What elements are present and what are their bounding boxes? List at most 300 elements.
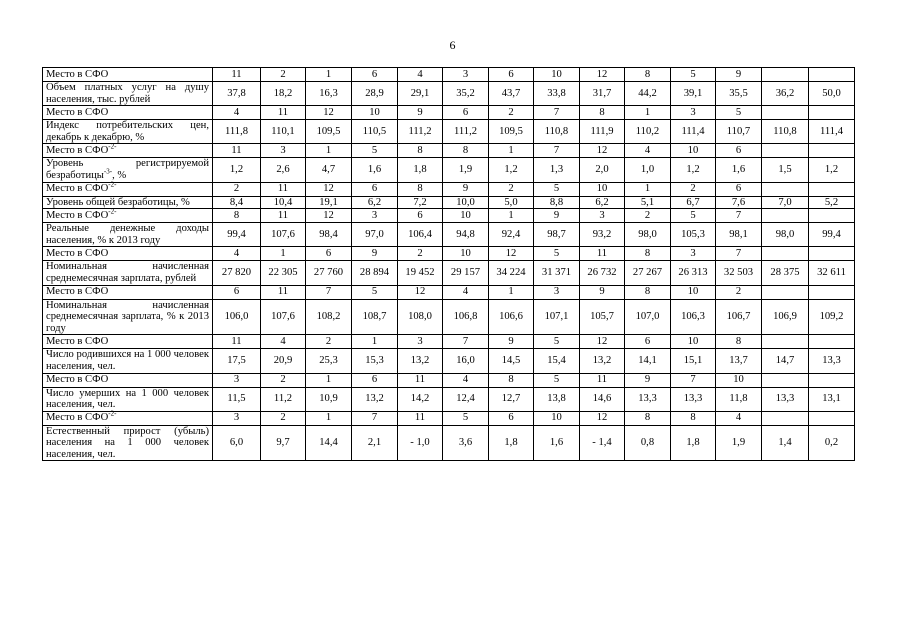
place-row <box>43 182 855 196</box>
value-cell: 4 <box>213 247 261 261</box>
value-cell: 7 <box>306 285 352 299</box>
value-cell <box>809 285 855 299</box>
place-label: Место в СФО <box>43 106 213 120</box>
value-cell: 2 <box>398 247 443 261</box>
footnote-marker: -2- <box>108 142 117 151</box>
value-cell: 3 <box>213 373 261 387</box>
value-cell: 11 <box>261 182 306 196</box>
value-cell: 3 <box>671 247 716 261</box>
value-cell: 111,9 <box>580 120 625 144</box>
value-cell: 3 <box>580 209 625 223</box>
value-cell <box>762 285 809 299</box>
value-cell: 4 <box>443 373 489 387</box>
value-cell: 105,3 <box>671 223 716 247</box>
value-cell: 1,6 <box>534 425 580 461</box>
value-cell: 5 <box>534 373 580 387</box>
value-cell: 14,2 <box>398 387 443 411</box>
value-cell: 27 820 <box>213 261 261 285</box>
value-cell: 10,9 <box>306 387 352 411</box>
value-cell: 6 <box>716 144 762 158</box>
value-cell: 1 <box>625 182 671 196</box>
value-cell: 98,0 <box>762 223 809 247</box>
value-cell: 108,0 <box>398 299 443 335</box>
value-cell: 12 <box>580 411 625 425</box>
value-cell: 7 <box>534 106 580 120</box>
place-row <box>43 209 855 223</box>
value-cell: 5,0 <box>489 196 534 209</box>
value-cell: 14,4 <box>306 425 352 461</box>
value-cell: 6 <box>352 182 398 196</box>
value-cell: - 1,0 <box>398 425 443 461</box>
value-cell: 98,0 <box>625 223 671 247</box>
value-cell: 1,0 <box>625 158 671 182</box>
place-label: Место в $СФО^{-2-}$ <box>43 144 213 158</box>
value-cell: 1 <box>306 144 352 158</box>
indicator-label: Номинальная начисленная среднемесячная зарплата, % к 2013 году <box>43 299 213 335</box>
value-cell: 13,3 <box>625 387 671 411</box>
value-cell: 2,6 <box>261 158 306 182</box>
value-cell: 12 <box>580 335 625 349</box>
value-cell: 6,7 <box>671 196 716 209</box>
value-cell: 11 <box>261 285 306 299</box>
value-cell: 108,2 <box>306 299 352 335</box>
place-row <box>43 68 855 82</box>
value-cell: 1,6 <box>716 158 762 182</box>
place-label: Место в СФО <box>43 68 213 82</box>
value-cell: 13,2 <box>352 387 398 411</box>
value-cell: 12 <box>306 182 352 196</box>
place-label: Место в $СФО^{-2-}$ <box>43 209 213 223</box>
table-body <box>43 68 855 461</box>
value-cell: 36,2 <box>762 82 809 106</box>
value-cell: 9,7 <box>261 425 306 461</box>
value-cell: 14,6 <box>580 387 625 411</box>
value-cell <box>762 209 809 223</box>
value-cell: 8,4 <box>213 196 261 209</box>
indicator-row <box>43 387 855 411</box>
value-cell: 2 <box>261 373 306 387</box>
value-cell: 1,5 <box>762 158 809 182</box>
value-cell: 97,0 <box>352 223 398 247</box>
value-cell: 12 <box>398 285 443 299</box>
value-cell: 5,1 <box>625 196 671 209</box>
indicator-row <box>43 261 855 285</box>
indicator-row <box>43 120 855 144</box>
indicator-label: Число умерших на 1 000 человек населения, чел. <box>43 387 213 411</box>
value-cell: 2 <box>213 182 261 196</box>
value-cell <box>762 144 809 158</box>
value-cell: 109,5 <box>306 120 352 144</box>
value-cell: 16,3 <box>306 82 352 106</box>
value-cell: 2,0 <box>580 158 625 182</box>
indicator-row <box>43 196 855 209</box>
value-cell: 37,8 <box>213 82 261 106</box>
value-cell: 7,2 <box>398 196 443 209</box>
value-cell: 25,3 <box>306 349 352 373</box>
value-cell: 1,9 <box>443 158 489 182</box>
value-cell: 18,2 <box>261 82 306 106</box>
value-cell: 5 <box>443 411 489 425</box>
value-cell: 13,3 <box>671 387 716 411</box>
value-cell: 12 <box>580 144 625 158</box>
value-cell <box>809 411 855 425</box>
value-cell: 106,0 <box>213 299 261 335</box>
value-cell: 11 <box>580 373 625 387</box>
place-label: Место в СФО <box>43 247 213 261</box>
value-cell: 10 <box>671 144 716 158</box>
value-cell: 107,1 <box>534 299 580 335</box>
value-cell: 32 503 <box>716 261 762 285</box>
indicator-row <box>43 349 855 373</box>
value-cell: 111,2 <box>443 120 489 144</box>
value-cell: 28,9 <box>352 82 398 106</box>
place-label: Место в СФО <box>43 373 213 387</box>
value-cell: 26 732 <box>580 261 625 285</box>
value-cell: 15,1 <box>671 349 716 373</box>
value-cell: 1,9 <box>716 425 762 461</box>
value-cell: 1 <box>261 247 306 261</box>
value-cell: 10 <box>671 335 716 349</box>
value-cell: 9 <box>534 209 580 223</box>
value-cell: 1,4 <box>762 425 809 461</box>
value-cell: 5 <box>352 144 398 158</box>
value-cell: 1 <box>489 209 534 223</box>
value-cell: 1,3 <box>534 158 580 182</box>
value-cell: 8,8 <box>534 196 580 209</box>
value-cell: 108,7 <box>352 299 398 335</box>
value-cell: 94,8 <box>443 223 489 247</box>
value-cell: 11 <box>213 144 261 158</box>
value-cell: 11,8 <box>716 387 762 411</box>
value-cell: 98,1 <box>716 223 762 247</box>
value-cell: 2 <box>625 209 671 223</box>
value-cell: 19 452 <box>398 261 443 285</box>
value-cell: 5 <box>671 209 716 223</box>
value-cell: 31 371 <box>534 261 580 285</box>
value-cell: 4,7 <box>306 158 352 182</box>
indicator-label: Реальные денежные доходы населения, % к 2013 году <box>43 223 213 247</box>
value-cell: 99,4 <box>213 223 261 247</box>
value-cell: 106,4 <box>398 223 443 247</box>
value-cell <box>762 106 809 120</box>
value-cell <box>762 373 809 387</box>
value-cell <box>809 182 855 196</box>
value-cell: 110,5 <box>352 120 398 144</box>
value-cell: 34 224 <box>489 261 534 285</box>
value-cell: 13,8 <box>534 387 580 411</box>
value-cell: 14,5 <box>489 349 534 373</box>
value-cell <box>762 247 809 261</box>
place-label: Место в $СФО^{-2-}$ <box>43 182 213 196</box>
value-cell: 13,2 <box>580 349 625 373</box>
indicator-row <box>43 425 855 461</box>
value-cell: 2 <box>671 182 716 196</box>
indicator-row <box>43 299 855 335</box>
value-cell: 6 <box>306 247 352 261</box>
value-cell: 9 <box>489 335 534 349</box>
value-cell: 1 <box>352 335 398 349</box>
value-cell: 8 <box>489 373 534 387</box>
value-cell: 1 <box>306 411 352 425</box>
value-cell: 8 <box>213 209 261 223</box>
value-cell: 1 <box>306 68 352 82</box>
value-cell: 1,8 <box>671 425 716 461</box>
value-cell: 93,2 <box>580 223 625 247</box>
value-cell: 11,5 <box>213 387 261 411</box>
indicator-label: Номинальная начисленная среднемесячная зарплата, рублей <box>43 261 213 285</box>
value-cell: 8 <box>398 182 443 196</box>
indicator-label: Число родившихся на 1 000 человек населения, чел. <box>43 349 213 373</box>
value-cell: 3 <box>352 209 398 223</box>
value-cell: 16,0 <box>443 349 489 373</box>
value-cell: 10 <box>534 411 580 425</box>
value-cell: 10 <box>443 247 489 261</box>
value-cell: 8 <box>625 247 671 261</box>
value-cell: 12 <box>580 68 625 82</box>
value-cell: 106,9 <box>762 299 809 335</box>
value-cell: 110,8 <box>762 120 809 144</box>
value-cell: 13,3 <box>809 349 855 373</box>
value-cell: 9 <box>625 373 671 387</box>
value-cell: 3 <box>398 335 443 349</box>
page-number: 6 <box>449 38 456 52</box>
value-cell: 8 <box>716 335 762 349</box>
value-cell: 1,2 <box>213 158 261 182</box>
value-cell: 9 <box>398 106 443 120</box>
value-cell: 1,2 <box>489 158 534 182</box>
value-cell: 98,7 <box>534 223 580 247</box>
value-cell: 5 <box>534 247 580 261</box>
place-row <box>43 335 855 349</box>
value-cell: 8 <box>625 411 671 425</box>
value-cell: 107,6 <box>261 299 306 335</box>
value-cell: 15,4 <box>534 349 580 373</box>
value-cell: 8 <box>398 144 443 158</box>
value-cell: 2 <box>489 182 534 196</box>
value-cell: 3,6 <box>443 425 489 461</box>
place-row <box>43 106 855 120</box>
value-cell: 1,2 <box>809 158 855 182</box>
value-cell: 50,0 <box>809 82 855 106</box>
value-cell: 106,8 <box>443 299 489 335</box>
value-cell: 12,4 <box>443 387 489 411</box>
value-cell <box>809 68 855 82</box>
value-cell: 109,5 <box>489 120 534 144</box>
value-cell <box>809 247 855 261</box>
value-cell: 5 <box>671 68 716 82</box>
value-cell: 7 <box>716 209 762 223</box>
value-cell: 8 <box>625 285 671 299</box>
place-row <box>43 373 855 387</box>
value-cell: 28 894 <box>352 261 398 285</box>
value-cell: 4 <box>398 68 443 82</box>
value-cell: 9 <box>443 182 489 196</box>
value-cell: 43,7 <box>489 82 534 106</box>
value-cell: 12 <box>306 209 352 223</box>
value-cell: 6,0 <box>213 425 261 461</box>
value-cell: 12 <box>306 106 352 120</box>
value-cell <box>809 209 855 223</box>
value-cell: 11 <box>213 68 261 82</box>
value-cell: 106,7 <box>716 299 762 335</box>
value-cell: 5 <box>352 285 398 299</box>
value-cell: 10,4 <box>261 196 306 209</box>
indicator-label: Естественный прирост (убыль) населения на 1 000 человек населения, чел. <box>43 425 213 461</box>
value-cell: 109,2 <box>809 299 855 335</box>
value-cell: 6 <box>352 68 398 82</box>
indicator-row <box>43 82 855 106</box>
value-cell: 10 <box>671 285 716 299</box>
value-cell: 6 <box>352 373 398 387</box>
value-cell: 3 <box>261 144 306 158</box>
value-cell: 1 <box>489 285 534 299</box>
value-cell: 13,3 <box>762 387 809 411</box>
place-row <box>43 411 855 425</box>
value-cell: 107,0 <box>625 299 671 335</box>
value-cell: 11 <box>398 373 443 387</box>
place-row <box>43 285 855 299</box>
indicator-label: Уровень регистрируемой безработицы$^{-3-}$, % <box>43 158 213 182</box>
value-cell: 12,7 <box>489 387 534 411</box>
value-cell: 11,2 <box>261 387 306 411</box>
value-cell: 11 <box>580 247 625 261</box>
footnote-marker: -2- <box>108 207 117 216</box>
value-cell: 0,2 <box>809 425 855 461</box>
value-cell: 32 611 <box>809 261 855 285</box>
value-cell: 29 157 <box>443 261 489 285</box>
value-cell: 11 <box>213 335 261 349</box>
value-cell: 10 <box>716 373 762 387</box>
value-cell: 8 <box>625 68 671 82</box>
place-row <box>43 247 855 261</box>
value-cell: 28 375 <box>762 261 809 285</box>
footnote-marker: -2- <box>108 409 117 418</box>
value-cell: 9 <box>580 285 625 299</box>
value-cell: 6 <box>398 209 443 223</box>
value-cell <box>809 335 855 349</box>
value-cell <box>809 106 855 120</box>
footnote-marker: -2- <box>108 180 117 189</box>
value-cell: 92,4 <box>489 223 534 247</box>
value-cell: 29,1 <box>398 82 443 106</box>
value-cell: 6 <box>213 285 261 299</box>
value-cell: 14,1 <box>625 349 671 373</box>
value-cell: 11 <box>261 106 306 120</box>
value-cell: 106,6 <box>489 299 534 335</box>
value-cell: 15,3 <box>352 349 398 373</box>
value-cell: 35,5 <box>716 82 762 106</box>
value-cell: 39,1 <box>671 82 716 106</box>
value-cell: 7 <box>671 373 716 387</box>
value-cell: 1 <box>489 144 534 158</box>
value-cell: 111,4 <box>671 120 716 144</box>
place-label: Место в $СФО^{-2-}$ <box>43 411 213 425</box>
value-cell: 5 <box>534 182 580 196</box>
value-cell: 6 <box>489 68 534 82</box>
value-cell: 5 <box>716 106 762 120</box>
indicator-label: Уровень общей безработицы, % <box>43 196 213 209</box>
value-cell: 110,1 <box>261 120 306 144</box>
value-cell: 98,4 <box>306 223 352 247</box>
place-label: Место в СФО <box>43 285 213 299</box>
value-cell: 4 <box>213 106 261 120</box>
value-cell: 7 <box>352 411 398 425</box>
indicator-label: Индекс потребительских цен, декабрь к декабрю, % <box>43 120 213 144</box>
value-cell: 27 760 <box>306 261 352 285</box>
value-cell: 10 <box>534 68 580 82</box>
value-cell: 110,7 <box>716 120 762 144</box>
value-cell: 4 <box>625 144 671 158</box>
value-cell: 1 <box>306 373 352 387</box>
value-cell: 1,2 <box>671 158 716 182</box>
value-cell: 8 <box>443 144 489 158</box>
value-cell: 10,0 <box>443 196 489 209</box>
indicator-row <box>43 158 855 182</box>
indicator-row <box>43 223 855 247</box>
value-cell: 1,8 <box>398 158 443 182</box>
value-cell: 9 <box>716 68 762 82</box>
value-cell: 26 313 <box>671 261 716 285</box>
value-cell <box>762 68 809 82</box>
value-cell: 4 <box>443 285 489 299</box>
value-cell: 111,8 <box>213 120 261 144</box>
value-cell: 8 <box>580 106 625 120</box>
value-cell: 99,4 <box>809 223 855 247</box>
place-label: Место в СФО <box>43 335 213 349</box>
value-cell <box>809 373 855 387</box>
value-cell: 11 <box>261 209 306 223</box>
value-cell: 2 <box>306 335 352 349</box>
value-cell <box>762 411 809 425</box>
value-cell: 2,1 <box>352 425 398 461</box>
value-cell: 13,2 <box>398 349 443 373</box>
value-cell: 31,7 <box>580 82 625 106</box>
value-cell: - 1,4 <box>580 425 625 461</box>
value-cell: 12 <box>489 247 534 261</box>
value-cell: 5,2 <box>809 196 855 209</box>
value-cell: 2 <box>716 285 762 299</box>
value-cell: 3 <box>443 68 489 82</box>
value-cell: 13,1 <box>809 387 855 411</box>
footnote-marker: -3- <box>103 167 113 176</box>
value-cell: 1,8 <box>489 425 534 461</box>
value-cell: 22 305 <box>261 261 306 285</box>
value-cell: 2 <box>261 68 306 82</box>
value-cell: 6,2 <box>352 196 398 209</box>
value-cell: 6 <box>716 182 762 196</box>
value-cell: 27 267 <box>625 261 671 285</box>
value-cell: 20,9 <box>261 349 306 373</box>
value-cell: 111,4 <box>809 120 855 144</box>
value-cell: 4 <box>716 411 762 425</box>
value-cell: 8 <box>671 411 716 425</box>
value-cell: 105,7 <box>580 299 625 335</box>
value-cell: 44,2 <box>625 82 671 106</box>
value-cell: 2 <box>489 106 534 120</box>
place-row <box>43 144 855 158</box>
value-cell: 1,6 <box>352 158 398 182</box>
value-cell <box>762 335 809 349</box>
value-cell: 111,2 <box>398 120 443 144</box>
value-cell: 0,8 <box>625 425 671 461</box>
statistics-table <box>42 67 855 461</box>
value-cell: 11 <box>398 411 443 425</box>
value-cell: 7 <box>443 335 489 349</box>
value-cell: 110,8 <box>534 120 580 144</box>
value-cell: 17,5 <box>213 349 261 373</box>
value-cell: 3 <box>213 411 261 425</box>
value-cell: 106,3 <box>671 299 716 335</box>
